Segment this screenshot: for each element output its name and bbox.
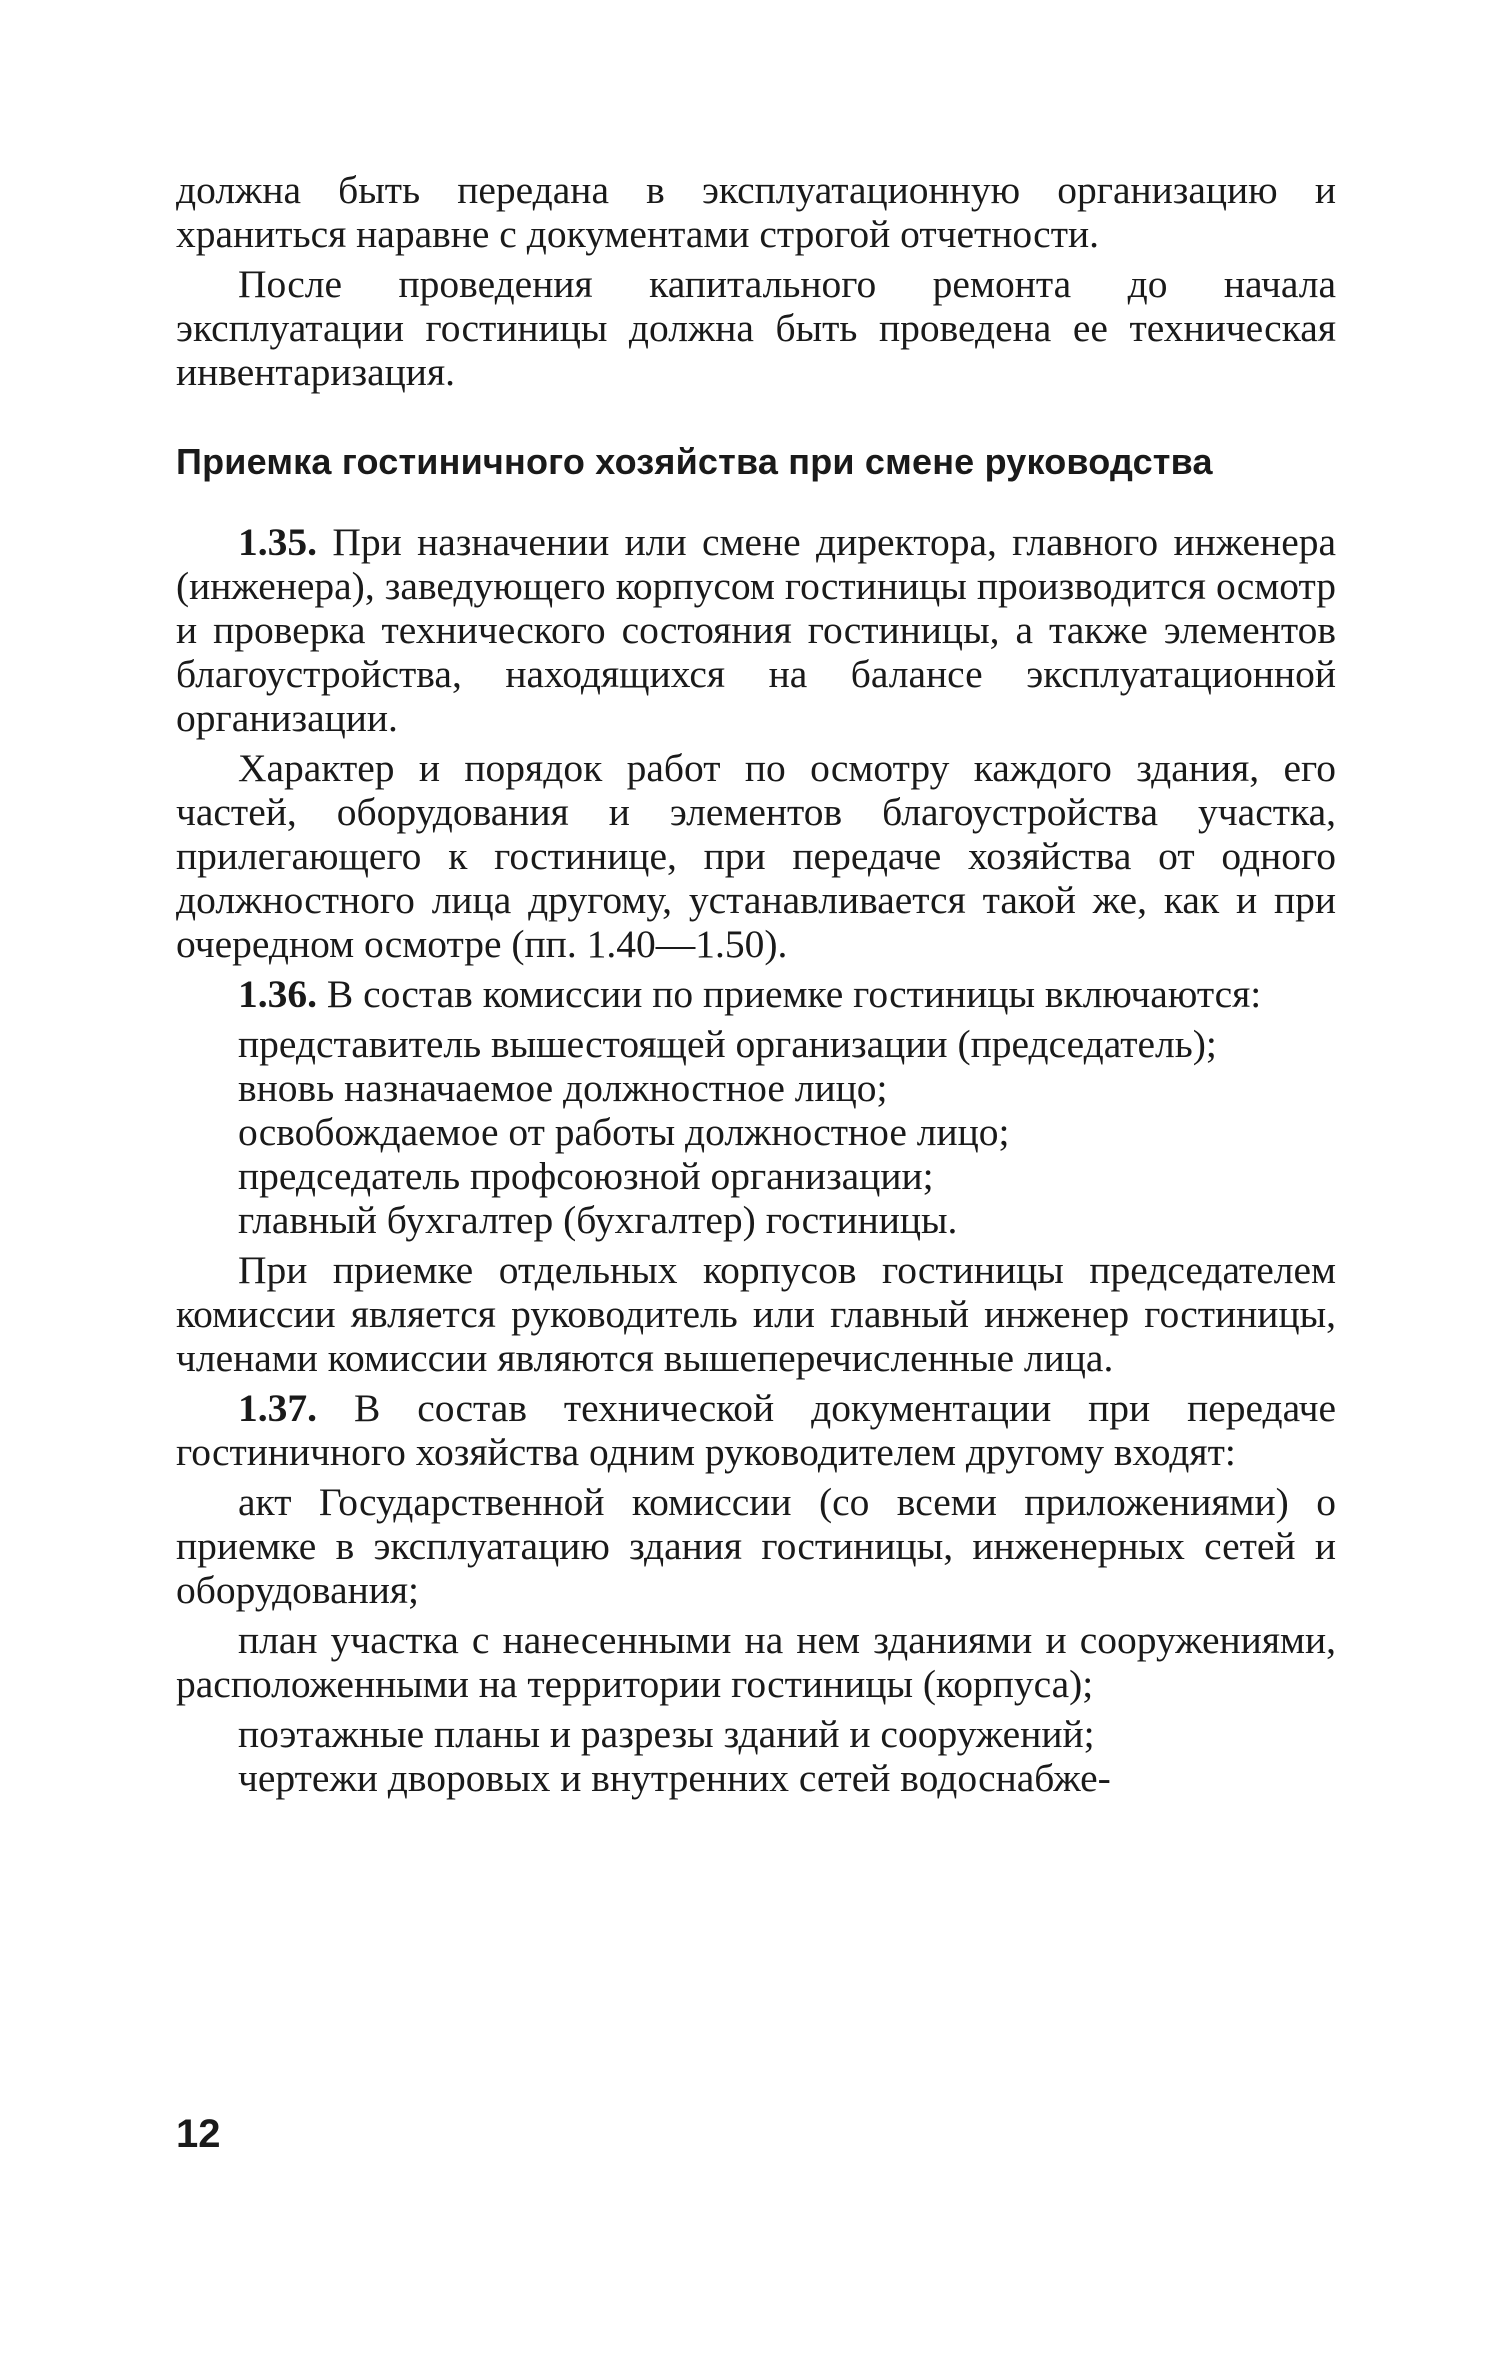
list-item: поэтажные планы и разрезы зданий и сооружений; <box>238 1712 1095 1756</box>
list-item: акт Государственной комиссии (со всеми приложениями) о приемке в эксплуатацию здания гостиницы, инженерных сетей и оборудования; <box>176 1480 1336 1612</box>
body-text <box>176 168 1336 1800</box>
page-number: 12 <box>176 2112 221 2156</box>
clause-number: 1.37. <box>238 1386 317 1430</box>
section-heading: Приемка гостиничного хозяйства при смене руководства <box>176 441 1213 482</box>
paragraph-inventory: После проведения капитального ремонта до начала эксплуатации гостиницы должна быть проведена ее техническая инвентаризация. <box>176 262 1336 394</box>
clause-1-37 <box>176 1386 1336 1474</box>
clause-text: В состав технической документации при передаче гостиничного хозяйства одним руководителем другому входят: <box>176 1386 1336 1474</box>
clause-number: 1.36. <box>238 972 317 1016</box>
clause-1-36-continuation: При приемке отдельных корпусов гостиницы председателем комиссии является руководитель или главный инженер гостиницы, членами комиссии являются вышеперечисленные лица. <box>176 1248 1336 1380</box>
list-item: председатель профсоюзной организации; <box>238 1154 934 1198</box>
clause-1-36 <box>176 972 1336 1016</box>
clause-text: В состав комиссии по приемке гостиницы включаются: <box>326 972 1262 1016</box>
list-item: чертежи дворовых и внутренних сетей водоснабже- <box>238 1756 1111 1800</box>
clause-1-35-continuation: Характер и порядок работ по осмотру каждого здания, его частей, оборудования и элементов благоустройства участка, прилегающего к гостинице, при передаче хозяйства от одного должностного лица другому, устанавливается такой же, как и при очередном осмотре (пп. 1.40—1.50). <box>176 746 1336 966</box>
list-item: вновь назначаемое должностное лицо; <box>238 1066 888 1110</box>
clause-text: При назначении или смене директора, главного инженера (инженера), заведующего корпусом гостиницы производится осмотр и проверка технического состояния гостиницы, а также элементов благоустройства, находящихся на балансе эксплуатационной организации. <box>176 520 1337 740</box>
list-item: главный бухгалтер (бухгалтер) гостиницы. <box>238 1198 958 1242</box>
paragraph-continued: должна быть передана в эксплуатационную организацию и храниться наравне с документами строгой отчетности. <box>176 168 1336 256</box>
clause-1-35 <box>176 520 1336 740</box>
clause-number: 1.35. <box>238 520 317 564</box>
list-item: освобождаемое от работы должностное лицо; <box>238 1110 1010 1154</box>
list-item: план участка с нанесенными на нем зданиями и сооружениями, расположенными на территории гостиницы (корпуса); <box>176 1618 1336 1706</box>
list-item: представитель вышестоящей организации (председатель); <box>238 1022 1217 1066</box>
